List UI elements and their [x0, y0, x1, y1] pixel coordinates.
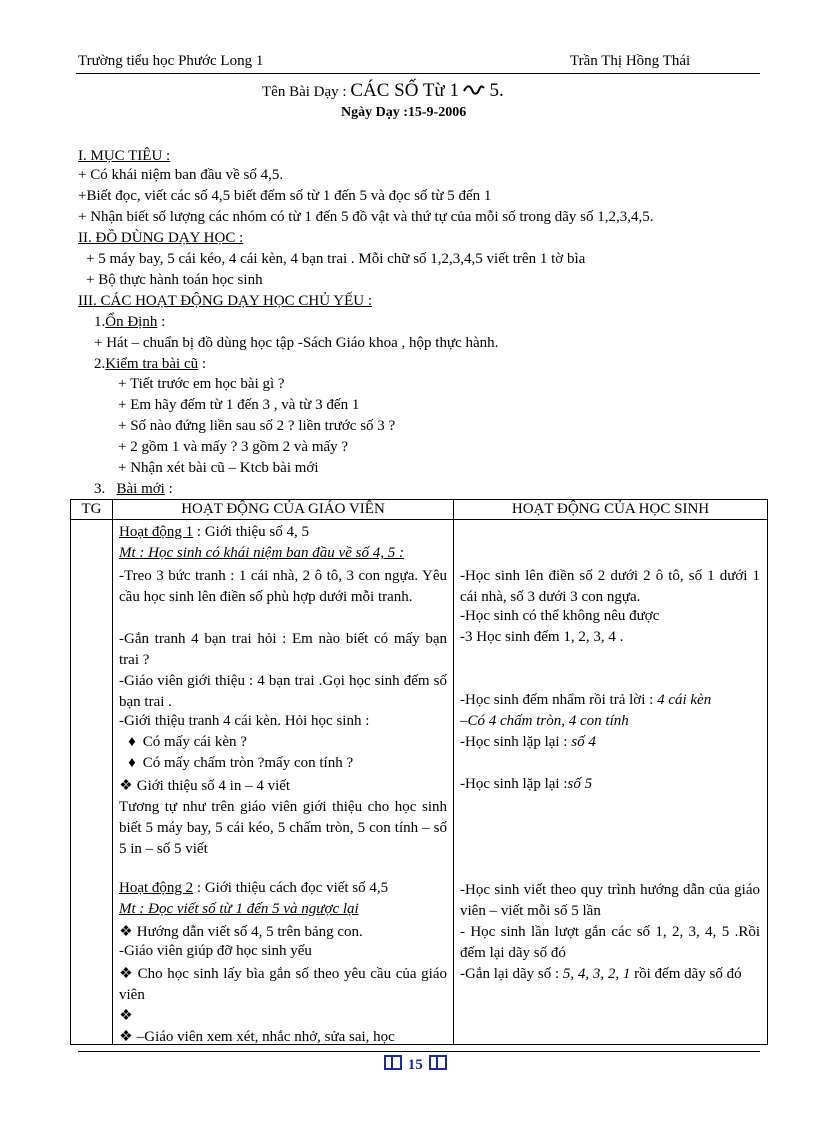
four-diamond-bullet-icon: ❖: [119, 924, 133, 940]
school-name: Trường tiểu học Phước Long 1: [78, 53, 264, 69]
objectives-heading: I. MỤC TIÊU :: [78, 148, 171, 164]
teacher-step-text: Cho học sinh lấy bìa gắn số theo yêu cầu của giáo viên: [119, 966, 447, 1003]
teacher-step: -Giới thiệu tranh 4 cái kèn. Hỏi học sinh :: [119, 713, 370, 729]
objective-item: + Nhận biết số lượng các nhóm có từ 1 đến 5 đồ vật và thứ tự của mỗi số trong dãy số 1,2,3,4,5.: [78, 209, 654, 225]
student-response: -3 Học sinh đếm 1, 2, 3, 4 .: [460, 629, 624, 645]
section-3-heading: [94, 481, 173, 498]
student-response: -Học sinh có thể không nêu được: [460, 608, 660, 624]
section-1-text: + Hát – chuẩn bị đồ dùng học tập -Sách Giáo khoa , hộp thực hành.: [94, 335, 499, 351]
teacher-question: [125, 755, 353, 772]
activity-1-heading: [119, 524, 309, 541]
activity-2-heading: [119, 880, 388, 897]
student-response: [460, 692, 711, 709]
teacher-step: -Giáo viên giúp đỡ học sinh yếu: [119, 943, 312, 959]
teacher-step: -Gắn tranh 4 bạn trai hỏi : Em nào biết có mấy bạn trai ?: [119, 631, 447, 668]
student-response: [460, 734, 596, 751]
lesson-title-name: CÁC SỐ Từ 1: [350, 80, 459, 101]
teacher-step: [119, 1027, 395, 1046]
table-header-row: [71, 500, 768, 520]
teacher-name: Trần Thị Hồng Thái: [570, 53, 691, 69]
section-2-heading: [94, 356, 206, 373]
section-1-number: 1.: [94, 314, 106, 330]
four-diamond-bullet-icon: ❖: [119, 966, 133, 982]
student-response-text: rồi đếm dãy số đó: [630, 966, 742, 982]
activity-1-topic: : Giới thiệu số 4, 5: [193, 524, 310, 540]
teacher-question: [125, 734, 247, 751]
col-header-student: HOẠT ĐỘNG CỦA HỌC SINH: [454, 500, 768, 520]
table-row: [71, 520, 768, 1045]
section-1-colon: :: [157, 314, 166, 330]
teacher-step: -Treo 3 bức tranh : 1 cái nhà, 2 ô tô, 3 con ngựa. Yêu cầu học sinh lên điền số phù hợp dưới mỗi tranh.: [119, 568, 447, 605]
diamond-bullet-icon: ♦: [128, 755, 136, 771]
lesson-title: [262, 80, 504, 102]
four-diamond-bullet-icon: ❖: [119, 778, 133, 794]
review-question: + Nhận xét bài cũ – Ktcb bài mới: [118, 460, 319, 476]
four-diamond-bullet-icon: ❖: [119, 1029, 133, 1045]
materials-heading: II. ĐỒ DÙNG DẠY HỌC :: [78, 230, 244, 246]
objective-item: +Biết đọc, viết các số 4,5 biết đếm số từ 1 đến 5 và đọc số từ 5 đến 1: [78, 188, 492, 204]
student-response: –Có 4 chấm tròn, 4 con tính: [460, 713, 629, 729]
student-response-text: -Học sinh lặp lại :: [460, 776, 568, 792]
student-response-answer: 5, 4, 3, 2, 1: [562, 966, 631, 982]
material-item: + Bộ thực hành toán học sinh: [86, 272, 263, 288]
section-2-colon: :: [198, 356, 207, 372]
material-item: + 5 máy bay, 5 cái kéo, 4 cái kèn, 4 bạn trai . Mỗi chữ số 1,2,3,4,5 viết trên 1 tờ bìa: [86, 251, 586, 267]
section-1-title: Ổn Định: [105, 314, 158, 330]
teacher-step-text: –Giáo viên xem xét, nhắc nhở, sửa sai, học: [136, 1029, 395, 1045]
open-book-icon: [384, 1055, 402, 1070]
student-response-answer: số 4: [571, 734, 596, 750]
student-response-text: -Gắn lại dãy số :: [460, 966, 563, 982]
objective-item: + Có khái niệm ban đầu về số 4,5.: [78, 167, 284, 183]
activity-1-goal: Mt : Học sinh có khái niệm ban đầu về số 4, 5 :: [119, 545, 404, 561]
student-response-text: -Học sinh lặp lại :: [460, 734, 572, 750]
review-question: + 2 gồm 1 và mấy ? 3 gồm 2 và mấy ?: [118, 439, 349, 455]
teacher-step: Tương tự như trên giáo viên giới thiệu cho học sinh biết 5 máy bay, 5 cái kéo, 5 chấm tròn, 5 con tính – số 5 in – số 5 viết: [119, 799, 447, 857]
teacher-step-text: Giới thiệu số 4 in – 4 viết: [136, 778, 291, 794]
time-cell: [71, 520, 113, 1045]
page-footer: [382, 1055, 449, 1074]
teacher-cell: [113, 520, 454, 1045]
section-2-number: 2.: [94, 356, 106, 372]
col-header-teacher: HOẠT ĐỘNG CỦA GIÁO VIÊN: [113, 500, 454, 520]
teacher-step: -Giáo viên giới thiệu : 4 bạn trai .Gọi học sinh đếm số bạn trai .: [119, 673, 447, 710]
student-cell: [454, 520, 768, 1045]
student-response-answer: 4 cái kèn: [657, 692, 712, 708]
activity-2-topic: : Giới thiệu cách đọc viết số 4,5: [193, 880, 389, 896]
student-response: -Học sinh lên điền số 2 dưới 2 ô tô, số 1 dưới 1 cái nhà, số 3 dưới 3 con ngựa.: [460, 568, 760, 605]
wavy-dash-icon: [463, 80, 490, 101]
section-3-title: Bài mới: [116, 481, 165, 497]
review-question: + Số nào đứng liền sau số 2 ? liền trước số 3 ?: [118, 418, 396, 434]
page-number: 15: [407, 1057, 423, 1073]
lesson-title-end: 5.: [489, 80, 504, 101]
lesson-title-label: Tên Bài Dạy :: [262, 84, 347, 100]
review-question: + Em hãy đếm từ 1 đến 3 , và từ 3 đến 1: [118, 397, 360, 413]
teacher-step: [119, 922, 363, 941]
lesson-table: [70, 499, 768, 1045]
section-1-heading: [94, 314, 165, 331]
open-book-icon: [429, 1055, 447, 1070]
header-rule: [76, 73, 760, 74]
teacher-question-text: Có mấy cái kèn ?: [142, 734, 247, 750]
teacher-step: [119, 776, 290, 795]
student-response: [460, 964, 760, 985]
student-response: - Học sinh lần lượt gắn các số 1, 2, 3, 4, 5 .Rồi đếm lại dãy số đó: [460, 924, 760, 961]
review-question: + Tiết trước em học bài gì ?: [118, 376, 285, 392]
student-response-text: -Học sinh đếm nhẩm rồi trả lời :: [460, 692, 658, 708]
student-response-answer: số 5: [567, 776, 593, 792]
lesson-date: Ngày Dạy :15-9-2006: [341, 105, 467, 120]
activity-2-title: Hoạt động 2: [119, 880, 194, 896]
diamond-bullet-icon: ♦: [128, 734, 136, 750]
activity-2-goal: Mt : Đọc viết số từ 1 đến 5 và ngược lại: [119, 901, 359, 917]
teacher-question-text: Có mấy chấm tròn ?mấy con tính ?: [142, 755, 354, 771]
activity-1-title: Hoạt động 1: [119, 524, 194, 540]
section-3-colon: :: [164, 481, 173, 497]
footer-rule: [78, 1051, 760, 1052]
teacher-step: [119, 1006, 133, 1025]
col-header-time: TG: [71, 500, 113, 520]
activities-heading: III. CÁC HOẠT ĐỘNG DẠY HỌC CHỦ YẾU :: [78, 293, 373, 309]
student-response: [460, 776, 592, 793]
four-diamond-bullet-icon: ❖: [119, 1008, 133, 1024]
student-response: -Học sinh viết theo quy trình hướng dẫn của giáo viên – viết mỗi số 5 lần: [460, 882, 760, 919]
section-3-number: 3.: [94, 481, 106, 497]
teacher-step: [119, 964, 447, 1006]
teacher-step-text: Hướng dẫn viết số 4, 5 trên bảng con.: [136, 924, 363, 940]
section-2-title: Kiểm tra bài cũ: [105, 356, 199, 372]
